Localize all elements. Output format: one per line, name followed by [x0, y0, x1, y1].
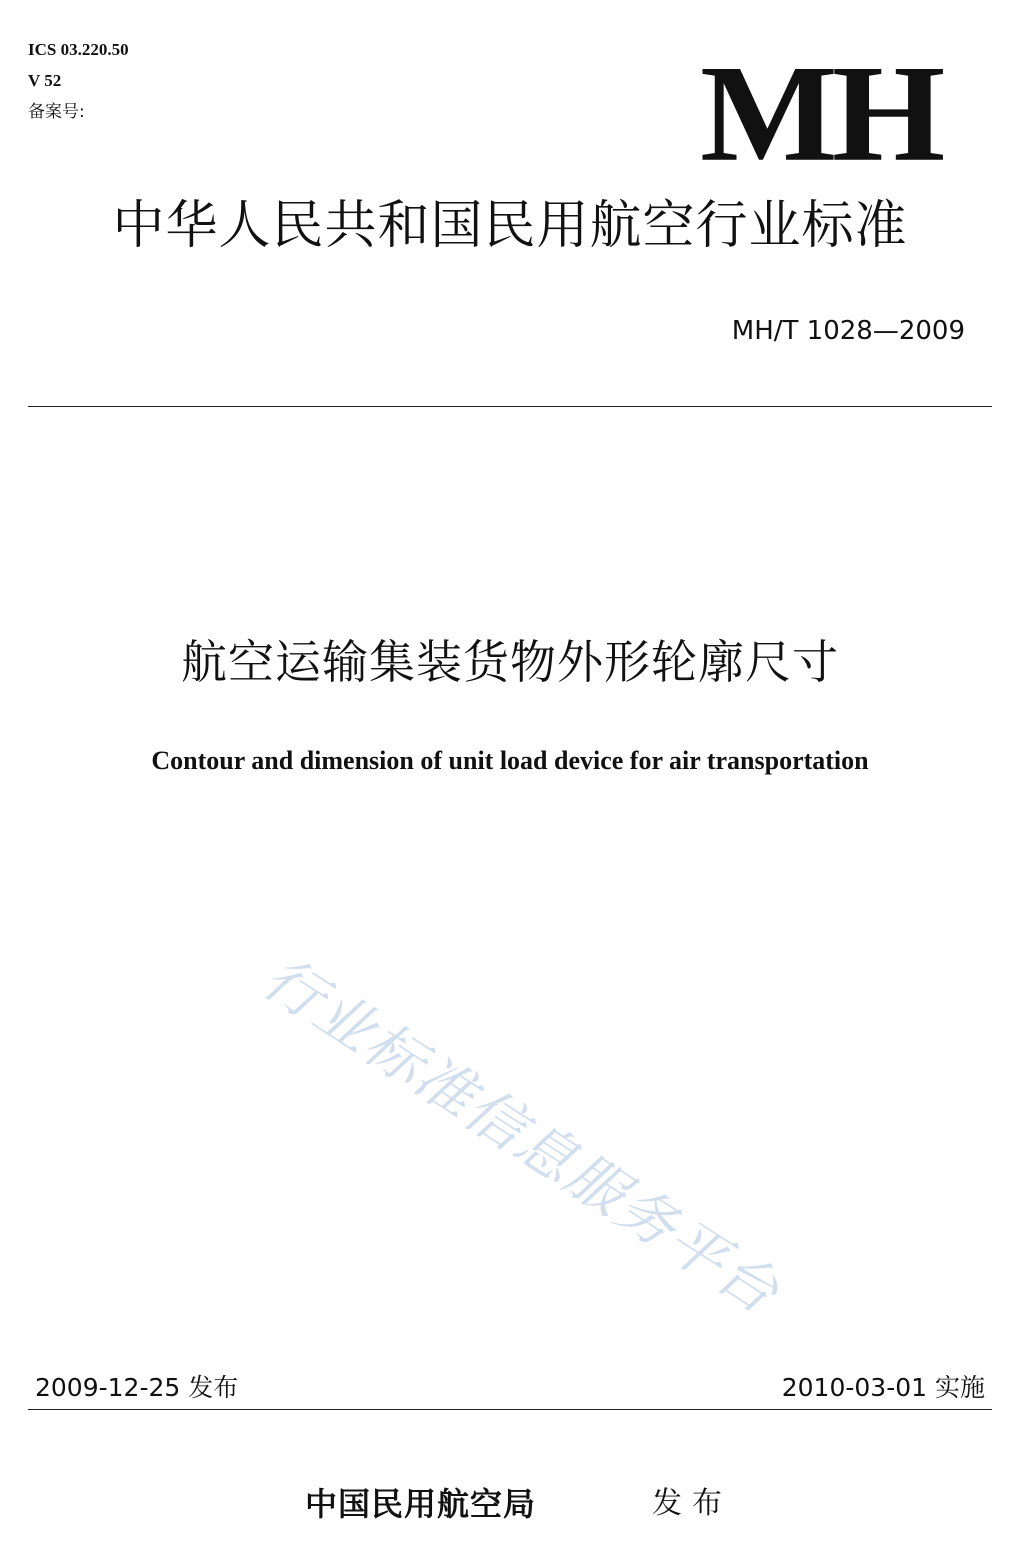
publish-label: 发布	[652, 1486, 732, 1521]
issue-date: 2009-12-25 发布	[35, 1373, 239, 1402]
top-divider	[28, 406, 992, 407]
clc-code: V 52	[28, 71, 62, 90]
implementation-date: 2010-03-01 实施	[781, 1373, 985, 1402]
document-title-zh: 航空运输集装货物外形轮廓尺寸	[181, 635, 839, 689]
bottom-divider	[28, 1409, 992, 1410]
publisher-name: 中国民用航空局	[305, 1486, 537, 1522]
document-title-en: Contour and dimension of unit load device for air transportation	[151, 746, 869, 775]
mh-logo: MH	[700, 36, 940, 191]
standard-number: MH/T 1028—2009	[731, 316, 965, 346]
ics-code: ICS 03.220.50	[28, 40, 129, 59]
standard-class-title: 中华人民共和国民用航空行业标准	[112, 196, 908, 256]
watermark: 行业标准信息服务平台	[251, 943, 792, 1328]
filing-number-label: 备案号:	[28, 102, 85, 122]
